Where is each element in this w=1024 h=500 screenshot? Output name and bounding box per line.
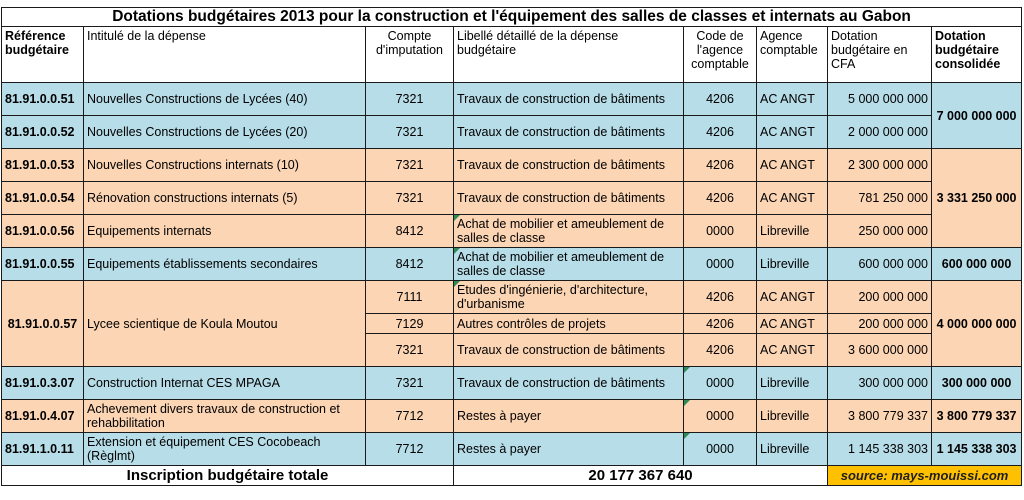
- cell-compte: 7321: [366, 367, 454, 400]
- cell-dotation: 200 000 000: [828, 281, 932, 314]
- cell-code: 4206: [684, 314, 757, 334]
- total-row: [2, 466, 1022, 486]
- cell-intitule: Rénovation constructions internats (5): [84, 182, 366, 215]
- cell-agence: AC ANGT: [757, 83, 828, 116]
- cell-dotation: 781 250 000: [828, 182, 932, 215]
- cell-compte: 7321: [366, 83, 454, 116]
- header-dotation: Dotation budgétaire en CFA: [828, 27, 932, 83]
- cell-code: 0000: [684, 400, 757, 433]
- cell-dotation: 2 000 000 000: [828, 116, 932, 149]
- cell-libelle: Travaux de construction de bâtiments: [454, 367, 684, 400]
- cell-intitule: Extension et équipement CES Cocobeach (Règlmt): [84, 433, 366, 466]
- cell-libelle: Restes à payer: [454, 433, 684, 466]
- table-row: [2, 400, 1022, 433]
- cell-libelle: Travaux de construction de bâtiments: [454, 182, 684, 215]
- cell-compte: 7321: [366, 116, 454, 149]
- total-value: 20 177 367 640: [454, 466, 828, 486]
- cell-agence: AC ANGT: [757, 281, 828, 314]
- table-row: [2, 182, 1022, 215]
- cell-code: 4206: [684, 116, 757, 149]
- cell-compte: 7712: [366, 400, 454, 433]
- cell-intitule: Equipements établissements secondaires: [84, 248, 366, 281]
- cell-intitule: Equipements internats: [84, 215, 366, 248]
- cell-libelle: Travaux de construction de bâtiments: [454, 83, 684, 116]
- cell-code: 4206: [684, 83, 757, 116]
- header-agence: Agence comptable: [757, 27, 828, 83]
- cell-compte: 7111: [366, 281, 454, 314]
- table-row: [2, 367, 1022, 400]
- cell-ref: 81.91.0.3.07: [2, 367, 84, 400]
- cell-code: 0000: [684, 215, 757, 248]
- header-libelle: Libellé détaillé de la dépense budgétaire: [454, 27, 684, 83]
- cell-code: 4206: [684, 281, 757, 314]
- cell-code: 0000: [684, 248, 757, 281]
- budget-table-container: [1, 7, 1022, 486]
- cell-compte: 7129: [366, 314, 454, 334]
- cell-dotation: 1 145 338 303: [828, 433, 932, 466]
- cell-agence: AC ANGT: [757, 314, 828, 334]
- cell-dotation: 600 000 000: [828, 248, 932, 281]
- cell-code: 4206: [684, 149, 757, 182]
- cell-libelle: Achat de mobilier et ameublement de salles de classe: [454, 215, 684, 248]
- cell-dotation: 300 000 000: [828, 367, 932, 400]
- cell-ref: 81.91.0.4.07: [2, 400, 84, 433]
- table-row: [2, 83, 1022, 116]
- cell-dotation: 250 000 000: [828, 215, 932, 248]
- table-title: Dotations budgétaires 2013 pour la construction et l'équipement des salles de classes et internats au Gabon: [2, 8, 1022, 27]
- cell-intitule: Nouvelles Constructions internats (10): [84, 149, 366, 182]
- cell-dotation: 3 800 779 337: [828, 400, 932, 433]
- cell-ref: 81.91.0.0.52: [2, 116, 84, 149]
- cell-compte: 7321: [366, 334, 454, 367]
- header-ref: Référence budgétaire: [2, 27, 84, 83]
- cell-consolidee: 300 000 000: [932, 367, 1022, 400]
- cell-ref: 81.91.0.0.53: [2, 149, 84, 182]
- header-intitule: Intitulé de la dépense: [84, 27, 366, 83]
- cell-compte: 7321: [366, 182, 454, 215]
- cell-agence: Libreville: [757, 400, 828, 433]
- header-compte: Compte d'imputation: [366, 27, 454, 83]
- cell-ref: 81.91.1.0.11: [2, 433, 84, 466]
- cell-agence: AC ANGT: [757, 116, 828, 149]
- cell-code: 4206: [684, 182, 757, 215]
- header-row: [2, 27, 1022, 83]
- table-row: [2, 433, 1022, 466]
- cell-consolidee: 4 000 000 000: [932, 281, 1022, 367]
- cell-libelle: Etudes d'ingénierie, d'architecture, d'urbanisme: [454, 281, 684, 314]
- cell-agence: AC ANGT: [757, 182, 828, 215]
- cell-ref: 81.91.0.0.54: [2, 182, 84, 215]
- cell-code: 4206: [684, 334, 757, 367]
- cell-agence: Libreville: [757, 248, 828, 281]
- cell-consolidee: 600 000 000: [932, 248, 1022, 281]
- cell-compte: 7321: [366, 149, 454, 182]
- source-credit: source: mays-mouissi.com: [828, 466, 1022, 486]
- cell-consolidee: 7 000 000 000: [932, 83, 1022, 149]
- cell-libelle: Autres contrôles de projets: [454, 314, 684, 334]
- cell-libelle: Travaux de construction de bâtiments: [454, 149, 684, 182]
- header-code: Code de l'agence comptable: [684, 27, 757, 83]
- table-row: [2, 248, 1022, 281]
- cell-agence: AC ANGT: [757, 149, 828, 182]
- cell-dotation: 200 000 000: [828, 314, 932, 334]
- cell-libelle: Achat de mobilier et ameublement de salles de classe: [454, 248, 684, 281]
- cell-intitule: Lycee scientique de Koula Moutou: [84, 281, 366, 367]
- cell-ref: 81.91.0.0.57: [2, 281, 84, 367]
- cell-libelle: Restes à payer: [454, 400, 684, 433]
- cell-ref: 81.91.0.0.51: [2, 83, 84, 116]
- cell-compte: 8412: [366, 215, 454, 248]
- cell-compte: 8412: [366, 248, 454, 281]
- cell-dotation: 3 600 000 000: [828, 334, 932, 367]
- cell-dotation: 2 300 000 000: [828, 149, 932, 182]
- cell-intitule: Construction Internat CES MPAGA: [84, 367, 366, 400]
- cell-libelle: Travaux de construction de bâtiments: [454, 334, 684, 367]
- cell-consolidee: 1 145 338 303: [932, 433, 1022, 466]
- cell-ref: 81.91.0.0.56: [2, 215, 84, 248]
- table-row: [2, 281, 1022, 314]
- cell-compte: 7712: [366, 433, 454, 466]
- cell-intitule: Nouvelles Constructions de Lycées (20): [84, 116, 366, 149]
- header-consolidee: Dotation budgétaire consolidée: [932, 27, 1022, 83]
- table-row: [2, 116, 1022, 149]
- budget-table: [1, 7, 1022, 486]
- cell-agence: Libreville: [757, 215, 828, 248]
- cell-agence: Libreville: [757, 433, 828, 466]
- table-row: [2, 149, 1022, 182]
- cell-intitule: Achevement divers travaux de construction et rehabbilitation: [84, 400, 366, 433]
- cell-libelle: Travaux de construction de bâtiments: [454, 116, 684, 149]
- cell-consolidee: 3 331 250 000: [932, 149, 1022, 248]
- total-label: Inscription budgétaire totale: [2, 466, 454, 486]
- cell-agence: AC ANGT: [757, 334, 828, 367]
- cell-ref: 81.91.0.0.55: [2, 248, 84, 281]
- cell-intitule: Nouvelles Constructions de Lycées (40): [84, 83, 366, 116]
- cell-agence: Libreville: [757, 367, 828, 400]
- table-row: [2, 215, 1022, 248]
- cell-code: 0000: [684, 433, 757, 466]
- cell-consolidee: 3 800 779 337: [932, 400, 1022, 433]
- cell-dotation: 5 000 000 000: [828, 83, 932, 116]
- cell-code: 0000: [684, 367, 757, 400]
